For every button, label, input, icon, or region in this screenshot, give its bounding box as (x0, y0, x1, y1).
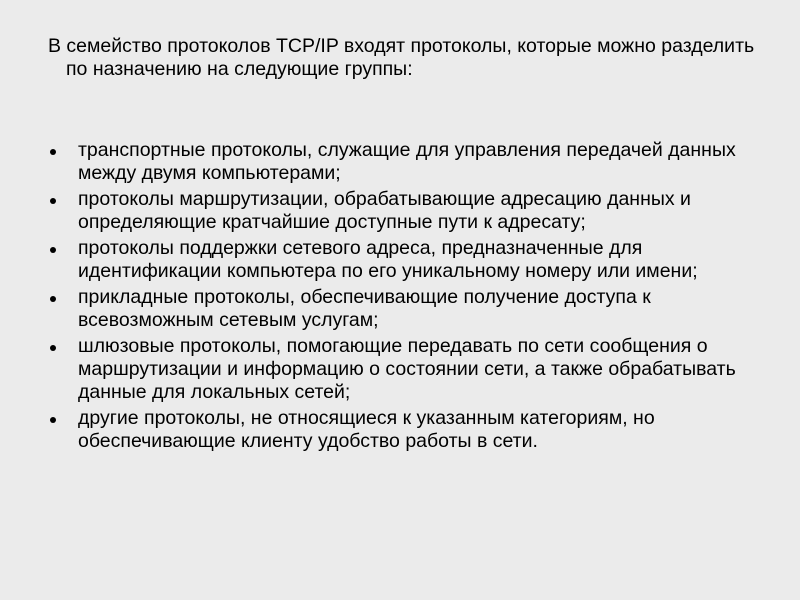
list-item-text: транспортные протоколы, служащие для управления передачей данных между двумя компьютерами; (78, 139, 736, 184)
list-item-routing-protocols (48, 188, 760, 234)
list-item-gateway-protocols (48, 335, 760, 404)
list-item-text: шлюзовые протоколы, помогающие передавать по сети сообщения о маршрутизации и информацию о состоянии сети, а также обрабатывать данные для локальных сетей; (78, 335, 736, 403)
list-item-network-address-protocols (48, 237, 760, 283)
list-item-text: протоколы поддержки сетевого адреса, предназначенные для идентификации компьютера по его уникальному номеру или имени; (78, 237, 698, 282)
bullet-icon (50, 296, 56, 302)
list-item-text: протоколы маршрутизации, обрабатывающие адресацию данных и определяющие кратчайшие доступные пути к адресату; (78, 188, 691, 233)
list-item-transport-protocols (48, 139, 760, 185)
list-item-text: прикладные протоколы, обеспечивающие получение доступа к всевозможным сетевым услугам; (78, 286, 651, 331)
bullet-icon (50, 247, 56, 253)
bullet-icon (50, 149, 56, 155)
bullet-icon (50, 417, 56, 423)
bullet-icon (50, 345, 56, 351)
list-item-text: другие протоколы, не относящиеся к указанным категориям, но обеспечивающие клиенту удобство работы в сети. (78, 407, 655, 452)
list-item-application-protocols (48, 286, 760, 332)
list-item-other-protocols (48, 407, 760, 453)
intro-paragraph: В семейство протоколов TCP/IP входят протоколы, которые можно разделить по назначению на следующие группы: (48, 35, 755, 80)
bullet-icon (50, 198, 56, 204)
protocol-groups-list (48, 139, 760, 456)
